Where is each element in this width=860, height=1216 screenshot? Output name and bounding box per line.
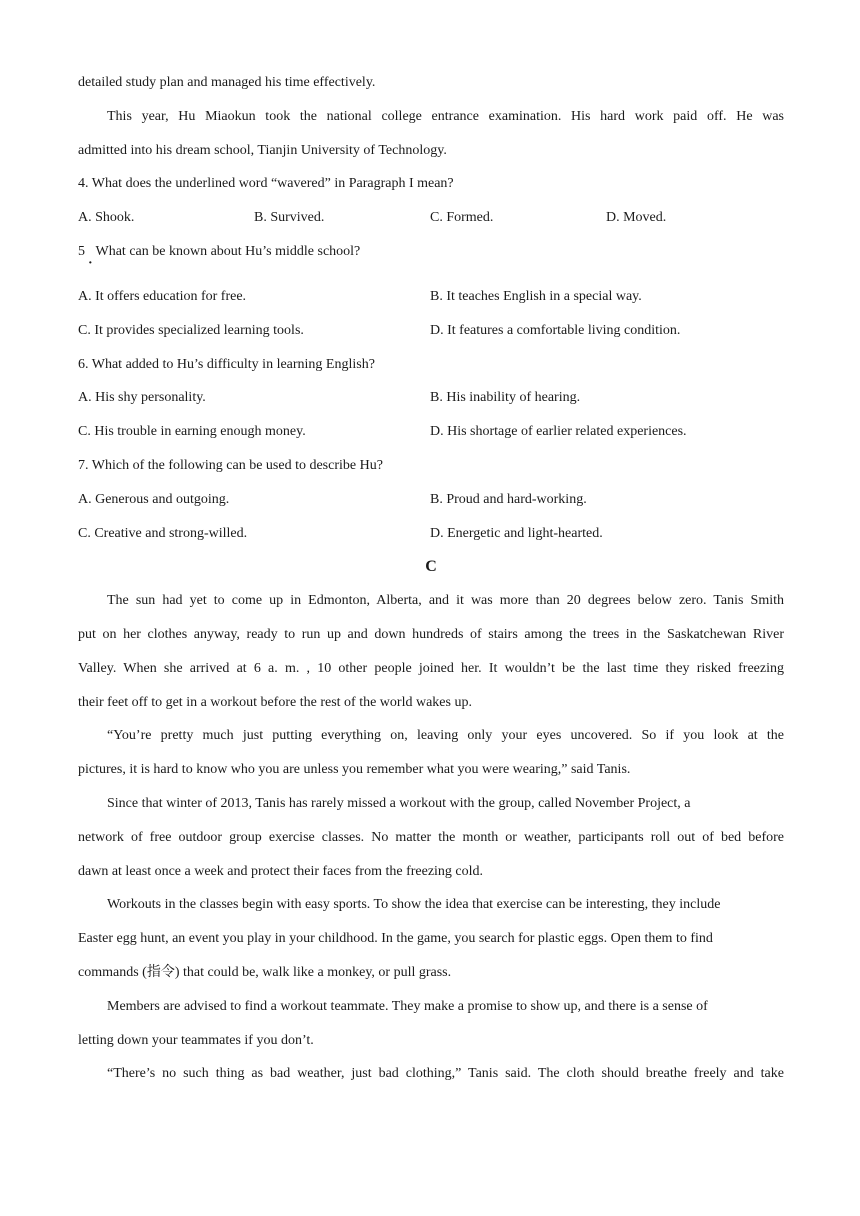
paragraph-line: commands (指令) that could be, walk like a monkey, or pull grass. [78,964,452,980]
paragraph-line: Workouts in the classes begin with easy sports. To show the idea that exercise can be interesting, they include [107,897,721,913]
paragraph-line: Valley. When she arrived at 6 a. m. , 10 other people joined her. It wouldn’t be the last time they risked freezing [78,660,784,676]
document-page [78,66,784,1091]
question-7-options-row-2 [78,517,784,551]
option-c: C. Formed. [430,210,494,226]
paragraph-line: “You’re pretty much just putting everything on, leaving only your eyes uncovered. So if you look at the [107,728,784,744]
section-c-paragraph-4 [78,888,784,989]
option-a: A. Generous and outgoing. [78,491,230,507]
paragraph-line: their feet off to get in a workout before the rest of the world wakes up. [78,694,472,710]
option-b: B. His inability of hearing. [430,390,581,406]
question-5-stem [78,235,784,280]
section-c-paragraph-6 [78,1057,784,1091]
paragraph-line: The sun had yet to come up in Edmonton, Alberta, and it was more than 20 degrees below zero. Tanis Smith [107,593,784,609]
paragraph-line: Members are advised to find a workout teammate. They make a promise to show up, and there is a sense of [107,998,708,1014]
question-6-options-row-1 [78,381,784,415]
option-d: D. Moved. [606,210,667,226]
option-d: D. It features a comfortable living condition. [430,322,681,338]
section-c-paragraph-1 [78,584,784,719]
paragraph-line: pictures, it is hard to know who you are unless you remember what you were wearing,” said Tanis. [78,762,631,778]
section-c-paragraph-2 [78,719,784,787]
option-c: C. His trouble in earning enough money. [78,424,306,440]
question-6-stem: 6. What added to Hu’s difficulty in learning English? [78,356,375,372]
passage-b-last-line: detailed study plan and managed his time effectively. [78,75,376,90]
option-d: D. Energetic and light-hearted. [430,525,603,541]
option-b: B. Proud and hard-working. [430,491,587,507]
section-c-paragraph-5 [78,990,784,1058]
option-a: A. It offers education for free. [78,288,247,304]
question-4-options [78,201,784,235]
option-d: D. His shortage of earlier related experiences. [430,424,687,440]
passage-b-paragraph-line: This year, Hu Miaokun took the national college entrance examination. His hard work paid off. He was [107,108,784,124]
question-7-stem: 7. Which of the following can be used to describe Hu? [78,457,383,473]
option-a: A. His shy personality. [78,390,206,406]
paragraph-line: put on her clothes anyway, ready to run up and down hundreds of stairs among the trees in the Saskatchewan River [78,626,784,642]
option-b: B. It teaches English in a special way. [430,288,642,304]
section-c-heading: C [425,558,437,576]
paragraph-line: letting down your teammates if you don’t. [78,1032,314,1048]
question-7-options-row-1 [78,483,784,517]
option-b: B. Survived. [254,210,325,226]
section-c-paragraph-3 [78,787,784,888]
question-text: What can be known about Hu’s middle school? [95,243,361,259]
paragraph-line: dawn at least once a week and protect their faces from the freezing cold. [78,863,484,879]
question-5-options-row-2 [78,314,784,348]
paragraph-line: “There’s no such thing as bad weather, just bad clothing,” Tanis said. The cloth should breathe freely and take [107,1066,784,1082]
passage-b-paragraph-line: admitted into his dream school, Tianjin University of Technology. [78,142,447,158]
paragraph-line: Easter egg hunt, an event you play in your childhood. In the game, you search for plastic eggs. Open them to find [78,931,713,947]
option-c: C. It provides specialized learning tools. [78,322,304,338]
question-6-options-row-2 [78,415,784,449]
stray-dot-mark: · [88,255,93,271]
question-4-stem: 4. What does the underlined word “wavered” in Paragraph I mean? [78,176,454,192]
option-c: C. Creative and strong-willed. [78,525,248,541]
option-a: A. Shook. [78,210,135,226]
paragraph-line: network of free outdoor group exercise classes. No matter the month or weather, participants roll out of bed before [78,829,784,845]
question-number: 5 [78,243,85,259]
question-5-options-row-1 [78,280,784,314]
paragraph-line: Since that winter of 2013, Tanis has rarely missed a workout with the group, called November Project, a [107,795,691,811]
